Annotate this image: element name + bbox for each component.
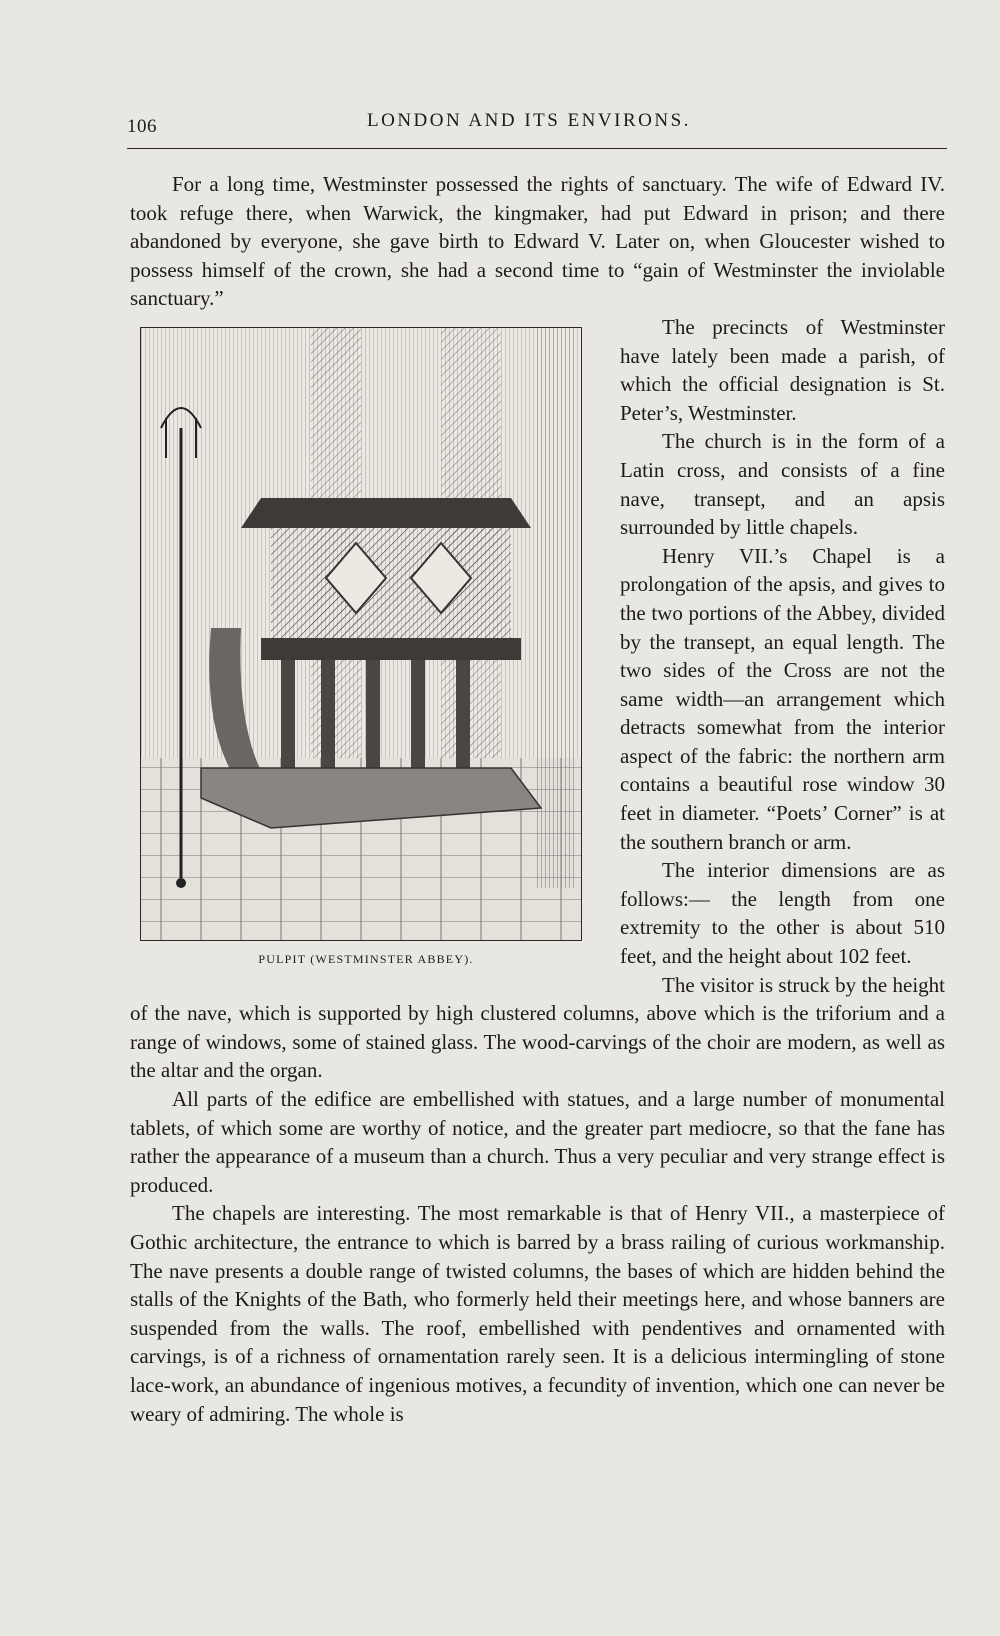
pulpit-figure (140, 313, 592, 974)
paragraph-precincts: The precincts of Westminster have lately been made a parish, of which the official designation is St. Peter’s, Westminster. (620, 314, 945, 425)
page-number: 106 (127, 116, 157, 137)
paragraph-nave: The visitor is struck by the height of the nave, which is supported by high clustered columns, above which is the triforium and a range of windows, some of stained glass. The wood-carvings of the choir are modern, as well as the altar and the organ. (130, 972, 945, 1083)
paragraph-sanctuary: For a long time, Westminster possessed the rights of sanctuary. The wife of Edward IV. took refuge there, when Warwick, the kingmaker, had put Edward in prison; and there abandoned by everyone, she gave birth to Edward V. Later on, when Gloucester wished to possess himself of the crown, she had a second time to “gain of Westminster the inviolable sanctuary.” (130, 172, 945, 311)
paragraph-henry-chapel: Henry VII.’s Chapel is a prolongation of the apsis, and gives to the two portions of the Abbey, divided by the transept, an equal length. The two sides of the Cross are not the same width—an arrangement which detracts somewhat from the interior aspect of the fabric: the northern arm contains a beautiful rose window 30 feet in diameter. “Poets’ Corner” is at the southern branch or arm. (620, 543, 945, 854)
figure-caption: PULPIT (WESTMINSTER ABBEY). (258, 951, 474, 966)
running-title: LONDON AND ITS ENVIRONS. (367, 110, 691, 131)
header-rule (127, 148, 947, 149)
paragraph-statues: All parts of the edifice are embellished with statues, and a large number of monumental tablets, of which some are worthy of notice, and the greater part mediocre, so that the fane has rather the appearance of a museum than a church. Thus a very peculiar and very strange effect is produced. (130, 1087, 945, 1197)
paragraph-latin-cross: The church is in the form of a Latin cross, and consists of a fine nave, transept, and an apsis surrounded by little chapels. (620, 429, 945, 540)
paragraph-chapels: The chapels are interesting. The most remarkable is that of Henry VII., a masterpiece of Gothic architecture, the entrance to which is barred by a brass railing of curious workmanship. The nave presents a double range of twisted columns, the bases of which are hidden behind the stalls of the Knights of the Bath, who formerly held their meetings here, and whose banners are suspended from the walls. The roof, embellished with pendentives and ornamented with carvings, is of a richness of ornamentation rarely seen. It is a delicious intermingling of stone lace-work, an abundance of ingenious motives, a fecundity of invention, which one can never be weary of admiring. The whole is (130, 1201, 945, 1426)
pulpit-engraving-icon (141, 328, 581, 940)
body-text (130, 170, 945, 1428)
paragraph-dimensions: The interior dimensions are as follows:— the length from one extremity to the other is about 510 feet, and the height about 102 feet. (620, 858, 945, 969)
pulpit-engraving (140, 327, 582, 941)
page-header (127, 110, 947, 150)
